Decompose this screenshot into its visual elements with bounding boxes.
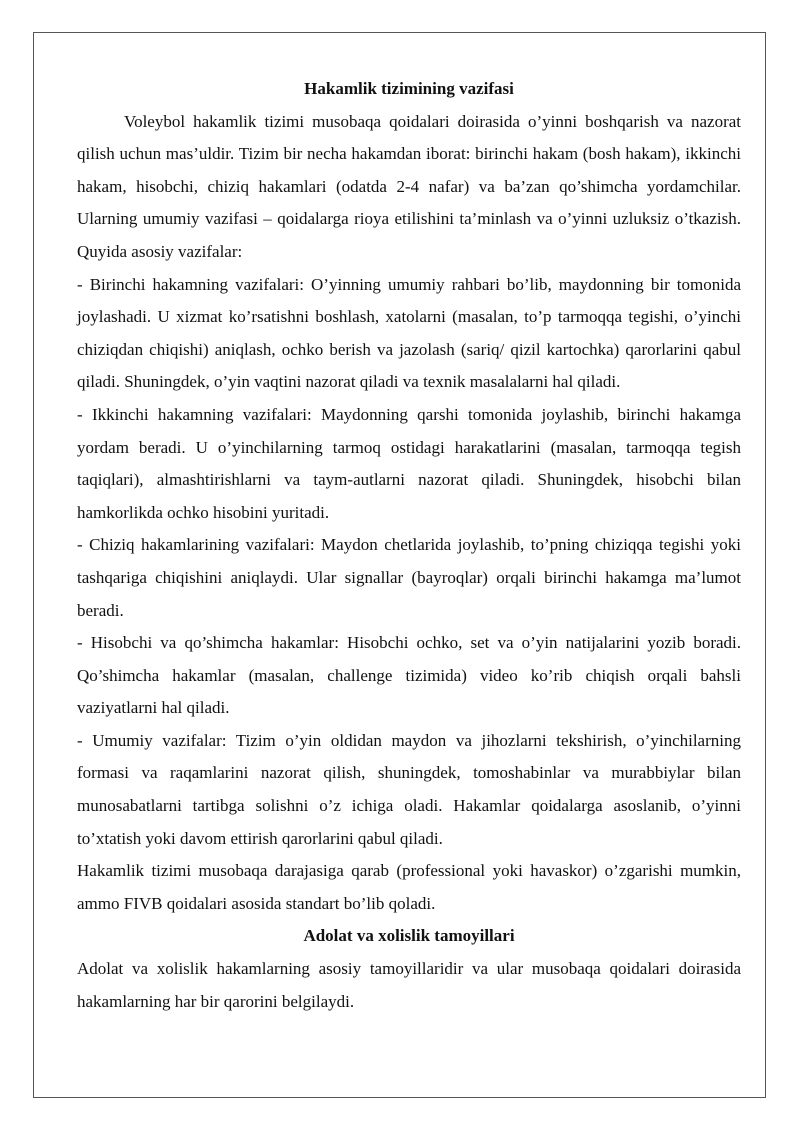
section-heading-fairness: Adolat va xolislik tamoyillari: [303, 926, 515, 946]
list-item-first-referee: - Birinchi hakamning vazifalari: O’yinning umumiy rahbari bo’lib, maydonning bir tomonida joylashadi. U xizmat ko’rsatishni boshlash, xatolarni (masalan, to’p tarmoqqa tegishi, o’yinchi chiziqdan chiqishi) aniqlash, ochko berish va jazolash (sariq/ qizil kartochka) qarorlarini qabul qiladi. Shuningdek, o’yin vaqtini nazorat qiladi va texnik masalalarni hal qiladi.: [77, 274, 741, 392]
section-heading-referee-duties: Hakamlik tizimining vazifasi: [304, 79, 514, 98]
list-item-general-duties: - Umumiy vazifalar: Tizim o’yin oldidan maydon va jihozlarni tekshirish, o’yinchilarning formasi va raqamlarini nazorat qilish, shuningdek, tomoshabinlar va murabbiylar bilan munosabatlarni tartibga solishni o’z ichiga oladi. Hakamlar qoidalarga asoslanib, o’yinni to’xtatish yoki davom ettirish qarorlarini qabul qiladi.: [77, 730, 741, 848]
list-item-line-judges: - Chiziq hakamlarining vazifalari: Maydon chetlarida joylashib, to’pning chiziqqa tegishi yoki tashqariga chiqishini aniqlaydi. Ular signallar (bayroqlar) orqali birinchi hakamga ma’lumot beradi.: [77, 535, 741, 620]
intro-paragraph: Voleybol hakamlik tizimi musobaqa qoidalari doirasida o’yinni boshqarish va nazorat qilish uchun mas’uldir. Tizim bir necha hakamdan iborat: birinchi hakam (bosh hakam), ikkinchi hakam, hisobchi, chiziq hakamlari (odatda 2-4 nafar) va ba’zan qo’shimcha yordamchilar. Ularning umumiy vazifasi – qoidalarga rioya etilishini ta’minlash va o’yinni uzluksiz o’tkazish. Quyida asosiy vazifalar:: [77, 111, 741, 261]
list-item-scorer: - Hisobchi va qo’shimcha hakamlar: Hisobchi ochko, set va o’yin natijalarini yozib boradi. Qo’shimcha hakamlar (masalan, challenge tizimida) video ko’rib chiqish orqali bahsli vaziyatlarni hal qiladi.: [77, 633, 741, 718]
list-item-second-referee: - Ikkinchi hakamning vazifalari: Maydonning qarshi tomonida joylashib, birinchi hakamga yordam beradi. U o’yinchilarning tarmoq ostidagi harakatlarini (masalan, tarmoqqa tegish taqiqlari), almashtirishlarni va taym-autlarni nazorat qiladi. Shuningdek, hisobchi bilan hamkorlikda ochko hisobini yuritadi.: [77, 404, 741, 522]
document-body: [77, 73, 741, 1018]
closing-paragraph: Hakamlik tizimi musobaqa darajasiga qarab (professional yoki havaskor) o’zgarishi mumkin, ammo FIVB qoidalari asosida standart bo’lib qoladi.: [77, 861, 741, 913]
fairness-paragraph: Adolat va xolislik hakamlarning asosiy tamoyillaridir va ular musobaqa qoidalari doirasida hakamlarning har bir qarorini belgilaydi.: [77, 959, 741, 1011]
